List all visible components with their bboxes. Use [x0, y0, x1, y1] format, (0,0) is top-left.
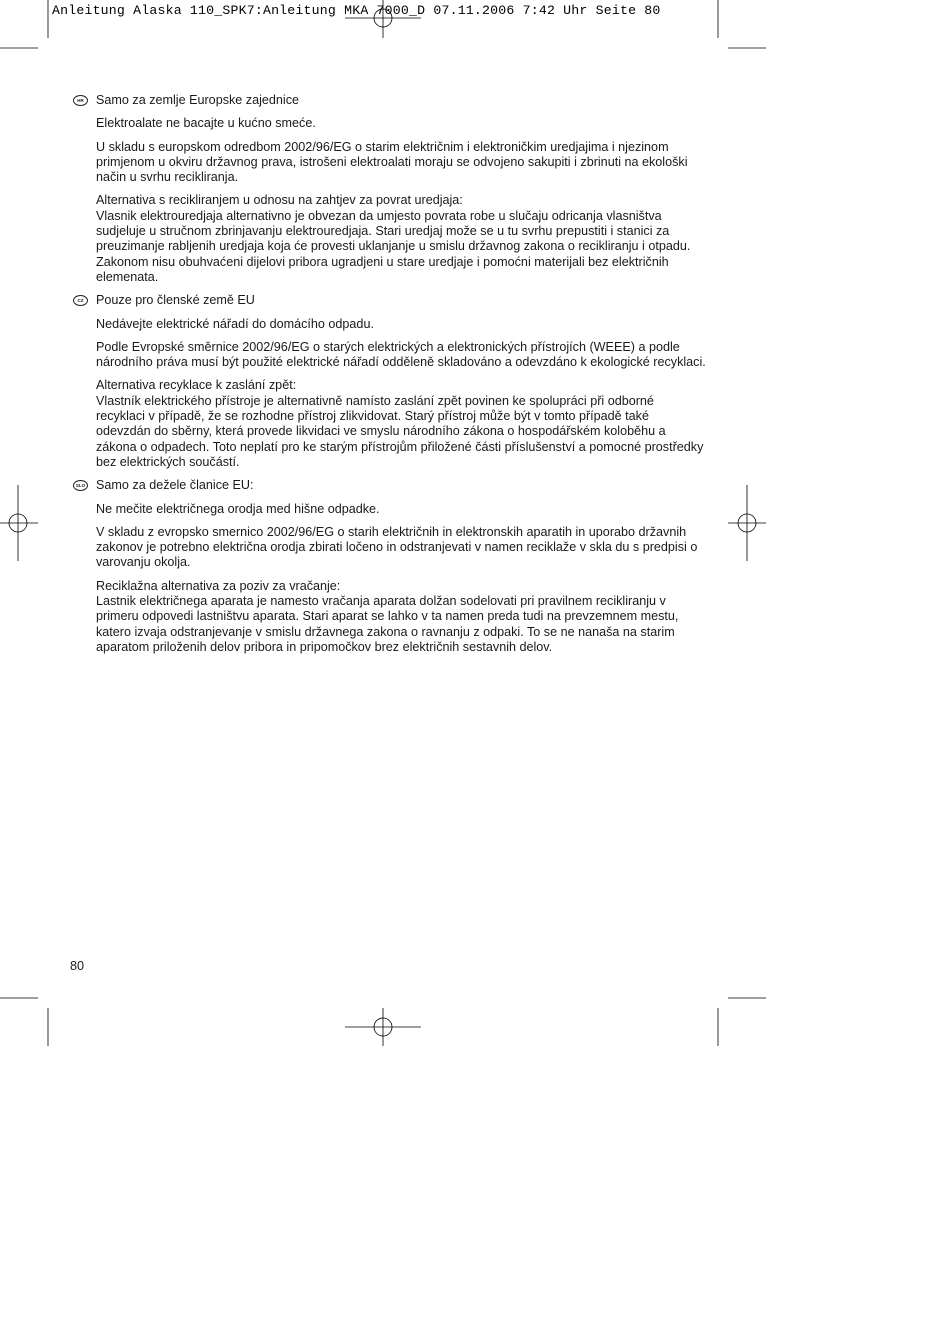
- page-number: 80: [70, 959, 85, 973]
- heading-text: Samo za zemlje Europske zajednice: [96, 93, 300, 107]
- section-heading: [75, 478, 706, 493]
- paragraph-body: Lastnik električnega aparata je namesto vračanja aparata dolžan sodelovati pri pravilnem recikliranju v primeru odpovedi lastništvu aparata. Stari aparat se lahko v ta namen preda tudi na prevzemnem mestu, katero izvaja odstranjevanje v smislu državnega zakona o ravnanju z odpaki. To se ne nanaša na starim aparatom priloženih delov pribora in pripomočkov brez električnih sestavnih delov.: [96, 594, 679, 654]
- paragraph-body: Vlasnik elektrouredjaja alternativno je obvezan da umjesto povrata robe u slučaju odricanja vlasništva sudjeluje u stručnom zbrinjavanju elektrouredjaja. Stari uredjaj može se u tu svrhu prepustiti i stanici za preuzimanje rabljenih uredjaja koja će provesti uklanjanje u smislu državnog zakona o recikliranju i otpadu. Zakonom nisu obuhvaćeni dijelovi pribora ugradjeni u stare uredjaje i pomoćni materijali bez električnih elemenata.: [96, 208, 691, 284]
- section-slo: [75, 478, 706, 655]
- paragraph: [96, 378, 706, 470]
- paragraph: Ne mečite električnega orodja med hišne odpadke.: [96, 501, 380, 516]
- section-heading: [77, 293, 706, 308]
- paragraph: [96, 579, 706, 655]
- section-heading: [77, 93, 706, 108]
- section-hr: [77, 93, 706, 285]
- paragraph: Podle Evropské směrnice 2002/96/EG o starých elektrických a elektronických přístrojích (WEEE) a podle národního práva musí být použité elektrické nářadí odděleně skladováno a odevzdáno k ekologické recyklaci.: [96, 339, 706, 370]
- paragraph: U skladu s europskom odredbom 2002/96/EG o starim električnim i elektroničkim uredjajima i njezinom primjenom u okviru državnog prava, istrošeni elektroalati moraju se odvojeno sakupiti i zbrinuti na ekološki način u svrhu recikliranja.: [96, 139, 688, 185]
- paragraph-body: Vlastník elektrického přístroje je alternativně namísto zaslání zpět povinen ke spolupráci při odborné recyklaci v případě, že se rozhodne přístroj zlikvidovat. Starý přístroj může být v tomto případě také odevzdán do sběrny, která provede likvidaci ve smyslu národního zákona o hospodářském koloběhu a zákona o odpadech. Toto neplatí pro ke starým přístrojům přiložené části příslušenství a pomocné prostředky bez elektrických součástí.: [96, 393, 704, 469]
- country-badge-icon: CZ: [73, 295, 88, 306]
- paragraph: Nedávejte elektrické nářadí do domácího odpadu.: [96, 316, 374, 331]
- section-cz: [77, 293, 706, 470]
- country-badge-icon: HR: [73, 95, 88, 106]
- country-badge-icon: SLO: [73, 480, 88, 491]
- paragraph: Elektroalate ne bacajte u kućno smeće.: [96, 116, 316, 131]
- paragraph: V skladu z evropsko smernico 2002/96/EG o starih električnih in elektronskih aparatih in uporabo državnih zakonov je potrebno električna orodja zbirati ločeno in odstranjevati v namen reciklaže v skla du s predpisi o varovanju okolja.: [96, 524, 698, 570]
- paragraph: [96, 193, 706, 285]
- print-slug-line: Anleitung Alaska 110_SPK7:Anleitung MKA 7000_D 07.11.2006 7:42 Uhr Seite 80: [52, 3, 661, 18]
- paragraph-title: Alternativa s recikliranjem u odnosu na zahtjev za povrat uredjaja:: [96, 193, 463, 208]
- heading-text: Pouze pro členské země EU: [96, 293, 255, 308]
- heading-text: Samo za dežele članice EU:: [96, 478, 254, 493]
- main-content: [75, 93, 706, 663]
- paragraph-title: Reciklažna alternativa za poziv za vračanje:: [96, 578, 341, 593]
- paragraph-title: Alternativa recyklace k zaslání zpět:: [96, 378, 297, 393]
